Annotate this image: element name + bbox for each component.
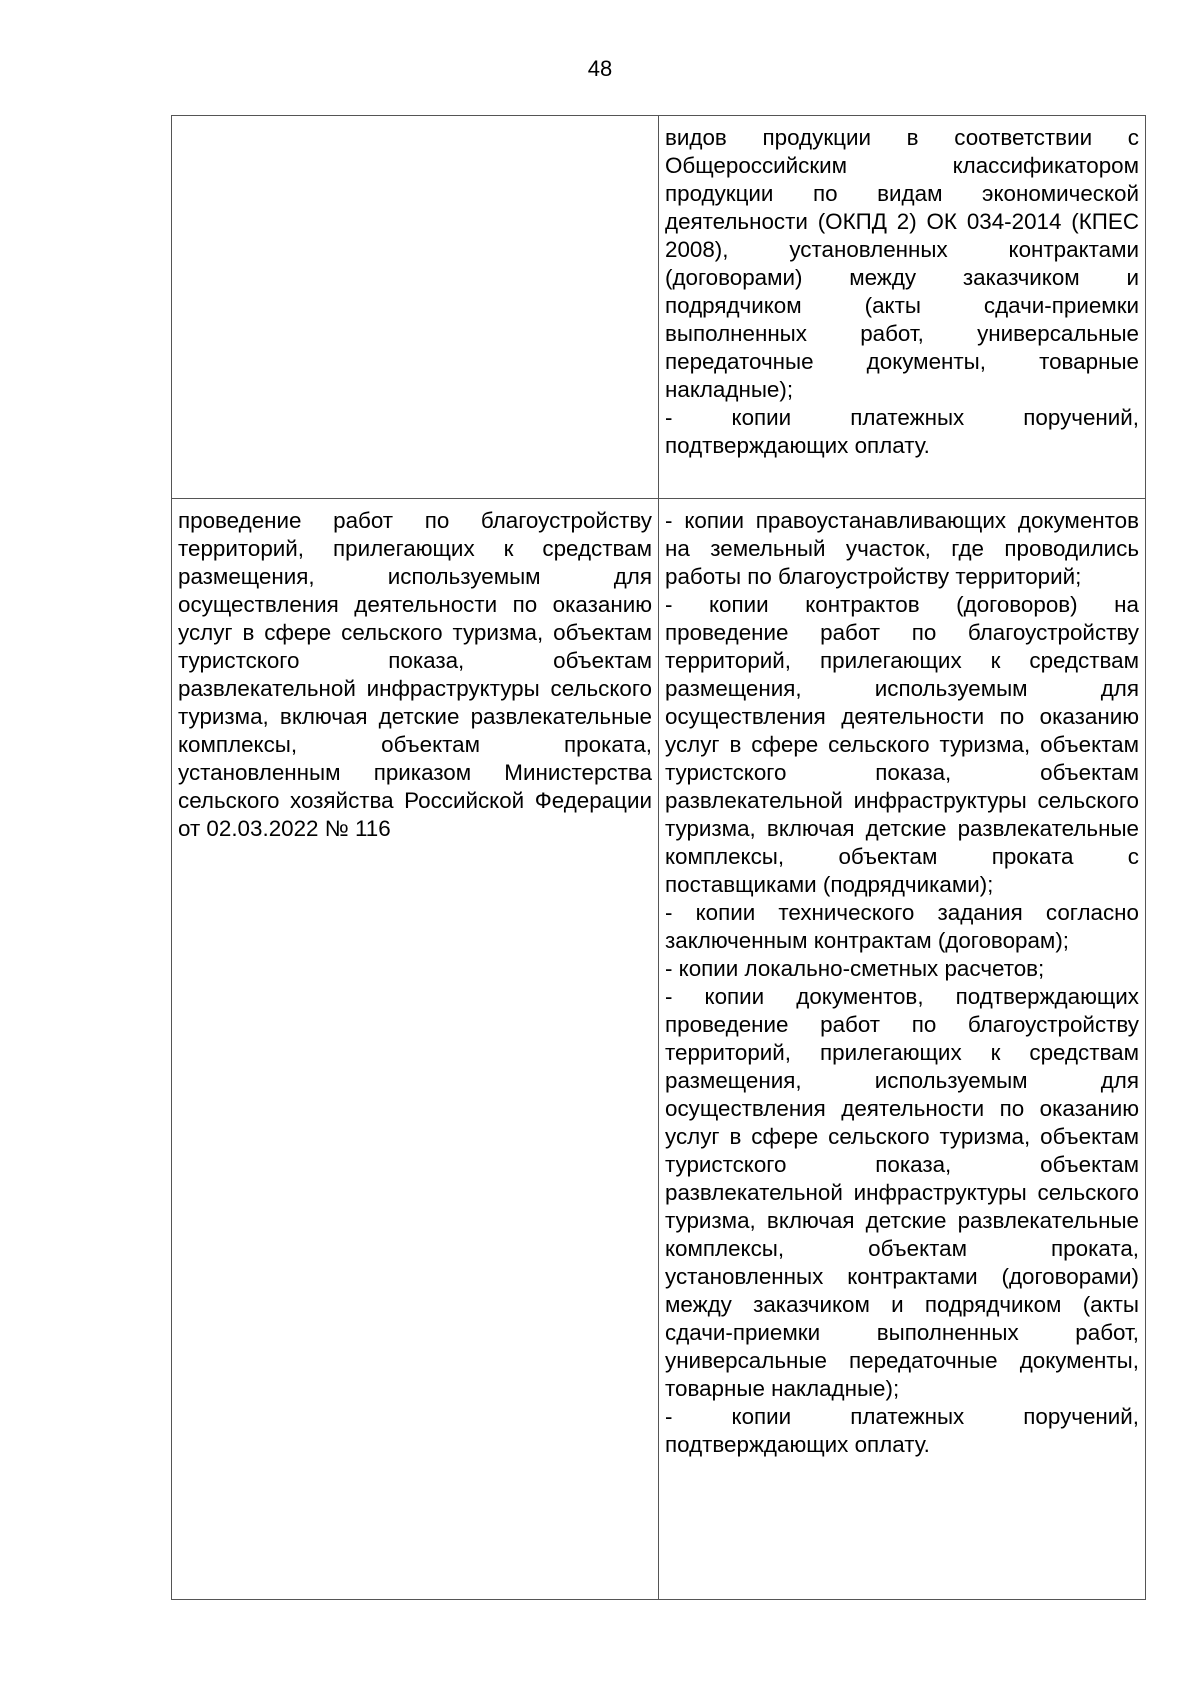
requirements-table [171,115,1146,1600]
table-row [172,499,1146,1600]
document-list-item: - копии локально-сметных расчетов; [665,956,1045,981]
document-list-item: видов продукции в соответствии с Общероссийским классификатором продукции по видам экономической деятельности (ОКПД 2) ОК 034-2014 (КПЕС 2008), установленных контрактами (договорами) между заказчиком и подрядчиком (акты сдачи-приемки выполненных работ, универсальные передаточные документы, товарные накладные); [665,125,1139,402]
table-cell-right [659,499,1146,1600]
page-number: 48 [587,56,613,81]
table-cell-left [172,499,659,1600]
table-row [172,116,1146,499]
document-list-item: - копии платежных поручений, подтверждающих оплату. [665,405,1139,458]
table-cell-left [172,116,659,499]
activity-description: проведение работ по благоустройству территорий, прилегающих к средствам размещения, используемым для осуществления деятельности по оказанию услуг в сфере сельского туризма, объектам туристского показа, объектам развлекательной инфраструктуры сельского туризма, включая детские развлекательные комплексы, объектам проката, установленным приказом Министерства сельского хозяйства Российской Федерации от 02.03.2022 № 116 [178,508,652,841]
document-list-item: - копии контрактов (договоров) на проведение работ по благоустройству территорий, прилегающих к средствам размещения, используемым для осуществления деятельности по оказанию услуг в сфере сельского туризма, объектам туристского показа, объектам развлекательной инфраструктуры сельского туризма, включая детские развлекательные комплексы, объектам проката с поставщиками (подрядчиками); [665,592,1139,897]
document-list-item: - копии правоустанавливающих документов на земельный участок, где проводились работы по благоустройству территорий; [665,508,1139,589]
document-list-item: - копии технического задания согласно заключенным контрактам (договорам); [665,900,1139,953]
document-list-item: - копии платежных поручений, подтверждающих оплату. [665,1404,1139,1457]
document-list-item: - копии документов, подтверждающих проведение работ по благоустройству территорий, прилегающих к средствам размещения, используемым для осуществления деятельности по оказанию услуг в сфере сельского туризма, объектам туристского показа, объектам развлекательной инфраструктуры сельского туризма, включая детские развлекательные комплексы, объектам проката, установленных контрактами (договорами) между заказчиком и подрядчиком (акты сдачи-приемки выполненных работ, универсальные передаточные документы, товарные накладные); [665,984,1139,1401]
table-cell-right [659,116,1146,499]
